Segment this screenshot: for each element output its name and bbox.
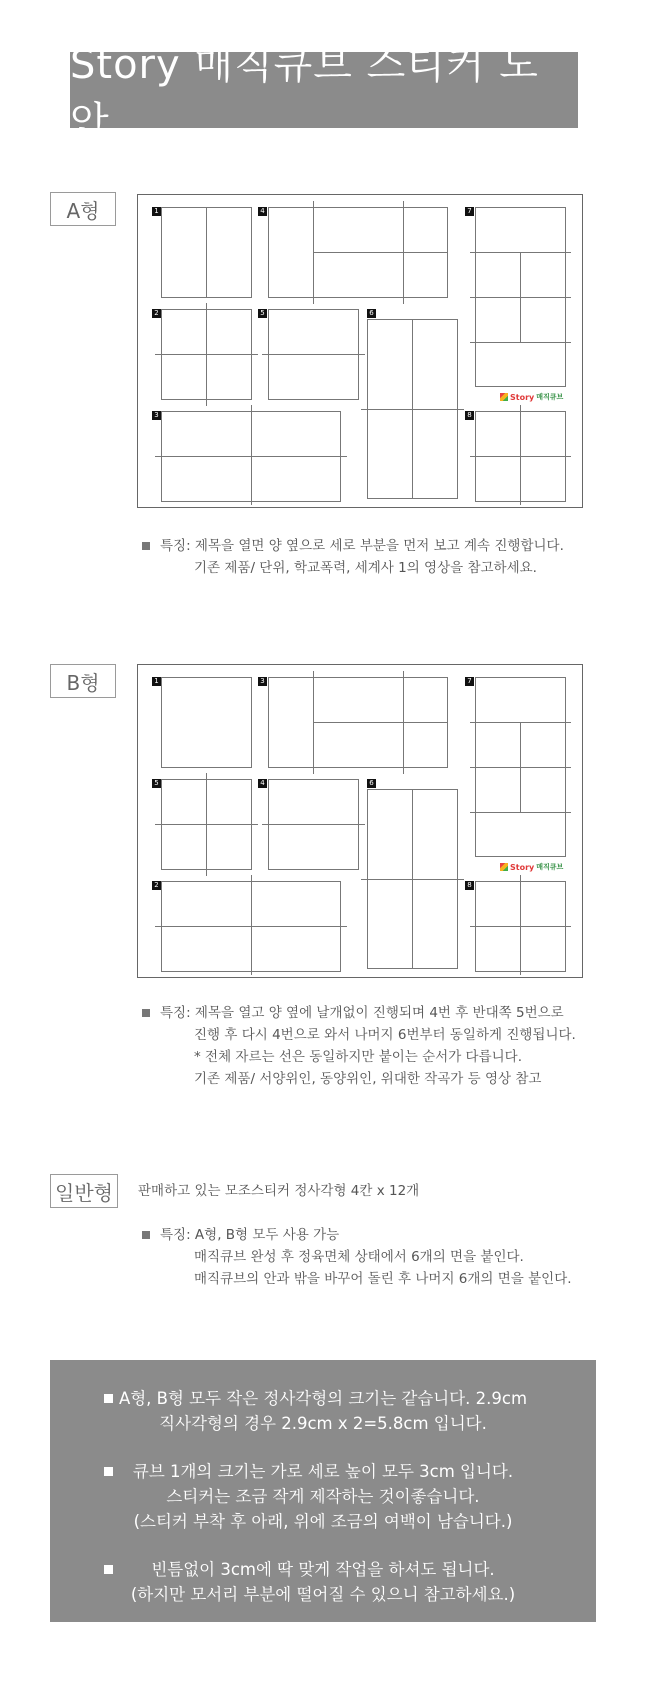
- panel-number: 2: [152, 881, 161, 890]
- note-text: 진행 후 다시 4번으로 와서 나머지 6번부터 동일하게 진행됩니다.: [194, 1027, 576, 1043]
- cut-line: [251, 405, 252, 505]
- panel-number: 7: [465, 207, 474, 216]
- cut-line: [520, 875, 521, 975]
- general-note: [142, 1224, 572, 1290]
- cut-line: [520, 252, 521, 342]
- bullet-icon: [142, 1231, 150, 1239]
- cut-line: [251, 875, 252, 975]
- panel-number: 7: [465, 677, 474, 686]
- type-a-tag: A형: [50, 192, 116, 226]
- brand-logo: [500, 392, 563, 402]
- type-a-layout: [137, 194, 583, 508]
- cut-line: [155, 354, 258, 355]
- info-item-1: [50, 1386, 596, 1436]
- note-text: * 전체 자르는 선은 동일하지만 붙이는 순서가 다릅니다.: [194, 1049, 522, 1065]
- cube-logo-icon: [500, 863, 508, 871]
- cut-line: [262, 824, 365, 825]
- note-text: 특징: 제목을 열고 양 옆에 날개없이 진행되며 4번 후 반대쪽 5번으로: [160, 1005, 564, 1021]
- info-text: 빈틈없이 3cm에 딱 맞게 작업을 하셔도 됩니다.: [151, 1560, 495, 1579]
- cut-line: [155, 456, 347, 457]
- panel-number: 1: [152, 677, 161, 686]
- page-title: Story 매직큐브 스티커 도안: [70, 52, 578, 128]
- panel-number: 4: [258, 207, 267, 216]
- note-text: 특징: A형, B형 모두 사용 가능: [160, 1227, 340, 1243]
- logo-brand: Story: [510, 862, 535, 872]
- general-description: 판매하고 있는 모조스티커 정사각형 4칸 x 12개: [138, 1183, 420, 1199]
- info-text: (하지만 모서리 부분에 떨어질 수 있으니 참고하세요.): [130, 1585, 516, 1604]
- brand-logo: [500, 862, 563, 872]
- bullet-icon: [142, 542, 150, 550]
- panel-number: 5: [152, 779, 161, 788]
- panel-1: [161, 677, 252, 768]
- cut-line: [155, 926, 347, 927]
- panel-number: 3: [152, 411, 161, 420]
- info-text: 직사각형의 경우 2.9cm x 2=5.8cm 입니다.: [159, 1414, 487, 1433]
- cut-line: [313, 722, 448, 723]
- info-text: 큐브 1개의 크기는 가로 세로 높이 모두 3cm 입니다.: [132, 1462, 514, 1481]
- logo-suffix: 매직큐브: [536, 393, 564, 401]
- note-text: 특징: 제목을 열면 양 옆으로 세로 부분을 먼저 보고 계속 진행합니다.: [160, 538, 564, 554]
- info-text: A형, B형 모두 작은 정사각형의 크기는 같습니다. 2.9cm: [118, 1389, 528, 1408]
- cut-line: [361, 409, 464, 410]
- cut-line: [155, 824, 258, 825]
- bullet-icon: [142, 1009, 150, 1017]
- cut-line: [206, 207, 207, 298]
- cut-line: [470, 456, 571, 457]
- cut-line: [313, 252, 448, 253]
- note-text: 기존 제품/ 단위, 학교폭력, 세계사 1의 영상을 참고하세요.: [194, 560, 537, 576]
- panel-number: 1: [152, 207, 161, 216]
- logo-suffix: 매직큐브: [536, 863, 564, 871]
- cut-line: [520, 722, 521, 812]
- cut-line: [470, 342, 571, 343]
- note-text: 매직큐브의 안과 밖을 바꾸어 돌린 후 나머지 6개의 면을 붙인다.: [194, 1271, 572, 1287]
- panel-number: 8: [465, 881, 474, 890]
- panel-number: 2: [152, 309, 161, 318]
- panel-number: 8: [465, 411, 474, 420]
- panel-number: 5: [258, 309, 267, 318]
- size-info-box: [50, 1360, 596, 1622]
- general-type-tag: 일반형: [50, 1174, 118, 1208]
- cut-line: [361, 879, 464, 880]
- panel-number: 6: [367, 309, 376, 318]
- info-item-2: [50, 1459, 596, 1534]
- cut-line: [470, 812, 571, 813]
- panel-number: 6: [367, 779, 376, 788]
- type-a-note: [142, 535, 564, 579]
- info-text: 스티커는 조금 작게 제작하는 것이좋습니다.: [166, 1487, 480, 1506]
- panel-number: 3: [258, 677, 267, 686]
- note-text: 기존 제품/ 서양위인, 동양위인, 위대한 작곡가 등 영상 참고: [194, 1071, 542, 1087]
- type-b-layout: [137, 664, 583, 978]
- logo-brand: Story: [510, 392, 535, 402]
- info-item-3: [50, 1557, 596, 1607]
- info-text: (스티커 부착 후 아래, 위에 조금의 여백이 남습니다.): [133, 1512, 513, 1531]
- type-b-tag: B형: [50, 664, 116, 698]
- cut-line: [520, 405, 521, 505]
- type-b-note: [142, 1002, 576, 1090]
- cube-logo-icon: [500, 393, 508, 401]
- note-text: 매직큐브 완성 후 정육면체 상태에서 6개의 면을 붙인다.: [194, 1249, 524, 1265]
- cut-line: [262, 354, 365, 355]
- panel-number: 4: [258, 779, 267, 788]
- cut-line: [470, 926, 571, 927]
